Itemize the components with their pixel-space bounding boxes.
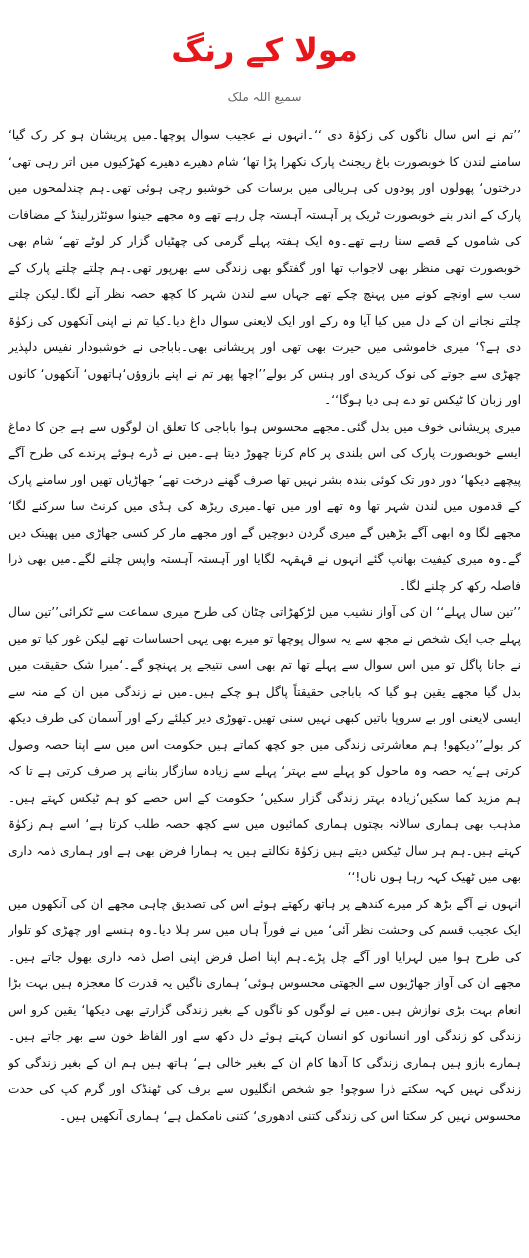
paragraph: ’’تین سال پہلے‘‘ ان کی آواز نشیب میں لڑکھڑاتی چٹان کی طرح میری سماعت سے ٹکرائی’’تین سال پہلے جب ایک شخص نے مجھ سے یہ سوال پوچھا تو میرے بھی یہی احساسات تھے لیکن غور کیا تو میں نے جانا پاگل تو میں اس سوال سے پہلے تھا تم بھی اسی نتیجے پر پہنچو گے۔‘میرا شک حقیقت میں بدل گیا مجھے یقین ہو گیا کہ باباجی حقیقتاً پاگل ہو چکے ہیں۔میں نے زندگی میں ان کے منہ سے ایسی لایعنی اور بے سروپا باتیں کبھی نہیں سنی تھیں۔تھوڑی دیر کیلئے رکے اور آسمان کی طرف دیکھ کر بولے’’دیکھو! ہم معاشرتی زندگی میں جو کچھ کماتے ہیں حکومت اس میں سے اپنا حصہ وصول کرتی ہے‘یہ حصہ وہ ماحول کو پہلے سے بہتر‘ پہلے سے زیادہ سازگار بنانے پر صرف کرتی ہے تا کہ ہم مزید کما سکیں‘زیادہ بہتر زندگی گزار سکیں‘ حکومت کے اس حصے کو ہم ٹیکس کہتے ہیں۔مذہب بھی ہماری سالانہ بچتوں ہماری کمائیوں میں سے کچھ حصہ طلب کرتا ہے‘ اسے ہم زکوٰۃ کہتے ہیں۔ہم ہر سال ٹیکس دیتے ہیں زکوٰۃ نکالتے ہیں یہ ہمارا فرض بھی ہے اور ہماری ذمہ داری بھی میں ٹھیک کہہ رہا ہوں ناں!‘‘ <box>8 605 521 884</box>
article-title: مولا کے رنگ <box>171 31 358 69</box>
article-author: سمیع اللہ ملک <box>227 90 302 104</box>
paragraph: ’’تم نے اس سال ناگوں کی زکوٰۃ دی ‘‘۔انہوں نے عجیب سوال پوچھا۔میں پریشان ہو کر رک گیا‘ سامنے لندن کا خوبصورت باغ ریجنٹ پارک نکھرا پڑا تھا‘ شام دھیرے دھیرے کھڑکیوں میں اتر رہی تھی‘ درختوں‘ پھولوں اور پودوں کی ہریالی میں برسات کی خوشبو رچی ہوئی تھی۔ہم چندلمحوں میں پارک کے اندر بنے خوبصورت ٹریک پر آہستہ آہستہ چل رہے تھے وہ مجھے جینوا سوئٹزرلینڈ کے مضافات کی شاموں کے قصے سنا رہے تھے۔وہ ایک ہفتہ پہلے گرمی کی چھٹیاں گزار کر لوٹے تھے‘ شام بھی خوبصورت تھی منظر بھی لاجواب تھا اور گفتگو بھی زندگی سے بھرپور تھی۔ہم چلتے چلتے پارک کے سب سے اونچے کونے میں پہنچ چکے تھے جہاں سے لندن شہر کا کچھ حصہ نظر آنے لگا۔لیکن چلتے چلتے نجانے ان کے دل میں کیا آیا وہ رکے اور ایک لایعنی سوال داغ دیا۔کیا تم نے اپنی آنکھوں کی زکوٰۃ دی ہے؟‘ میری خاموشی میں حیرت بھی تھی اور پریشانی بھی۔باباجی نے خوشبودار نفیس دلپذیر چھڑی سے جوتے کی نوک کریدی اور ہنس کر بولے’’اچھا پھر تم نے اپنے بازوؤں‘ہاتھوں‘ آنکھوں‘ کانوں اور زبان کا ٹیکس تو دے ہی دیا ہوگا‘‘۔ <box>8 128 521 407</box>
article-body <box>8 122 521 1252</box>
paragraph: انہوں نے آگے بڑھ کر میرے کندھے پر ہاتھ رکھتے ہوئے اس کی تصدیق چاہی مجھے ان کی آنکھوں میں ایک عجیب قسم کی وحشت نظر آئی‘ میں نے فوراً ہاں میں سر ہلا دیا۔وہ ہنسے اور چھڑی کو تلوار کی طرح ہوا میں لہرایا اور آگے چل پڑے۔ہم اپنا اصل فرض اپنی اصل ذمہ داری بھول جاتے ہیں۔مجھے ان کی آواز جھاڑیوں سے الجھتی محسوس ہوئی‘ ہماری ناگیں یہ قدرت کا معجزہ ہیں بہت بڑا انعام بہت بڑی نوازش ہیں۔میں نے لوگوں کو ناگوں کے بغیر زندگی گزارتے بھی دیکھا‘ یقین کرو اس زندگی کو زندگی اور انسانوں کو انسان کہتے ہوئے دل دکھ سے اور الفاظ خون سے بھر جاتے ہیں۔ہمارے بازو ہیں ہماری زندگی کا آدھا کام ان کے بغیر خالی ہے‘ ہاتھ ہیں ہم ان کے بغیر زندگی کو زندگی نہیں کہہ سکتے ذرا سوچو! جو شخص انگلیوں سے برف کی ٹھنڈک اور گرم کپ کی حدت محسوس نہیں کر سکتا اس کی زندگی کتنی ادھوری‘ کتنی نامکمل ہے‘ ہماری آنکھیں ہیں۔ <box>8 896 521 1123</box>
paragraph: میری پریشانی خوف میں بدل گئی۔مجھے محسوس ہوا باباجی کا تعلق ان لوگوں سے ہے جن کا دماغ ایسے خوبصورت پارک کی اس بلندی پر کام کرنا چھوڑ دیتا ہے۔میں نے ڈرے ہوئے پرندے کی طرح آگے پیچھے دیکھا‘ دور دور تک کوئی بندہ بشر نہیں تھا صرف گھنے درخت تھے‘ جھاڑیاں تھیں اور سامنے پارک کے قدموں میں لندن شہر تھا وہ تھے اور میں تھا۔میری ریڑھ کی ہڈی میں کرنٹ سا سرکنے لگا‘ مجھے لگا وہ ابھی آگے بڑھیں گے میری گردن دبوچیں گے اور مجھے مار کر کسی جھاڑی میں پھینک دیں گے۔وہ میری کیفیت بھانپ گئے انہوں نے قہقہہ لگایا اور آہستہ آہستہ واپس چلنے لگے۔میں بھی ذرا فاصلہ رکھ کر چلنے لگا۔ <box>8 419 521 593</box>
